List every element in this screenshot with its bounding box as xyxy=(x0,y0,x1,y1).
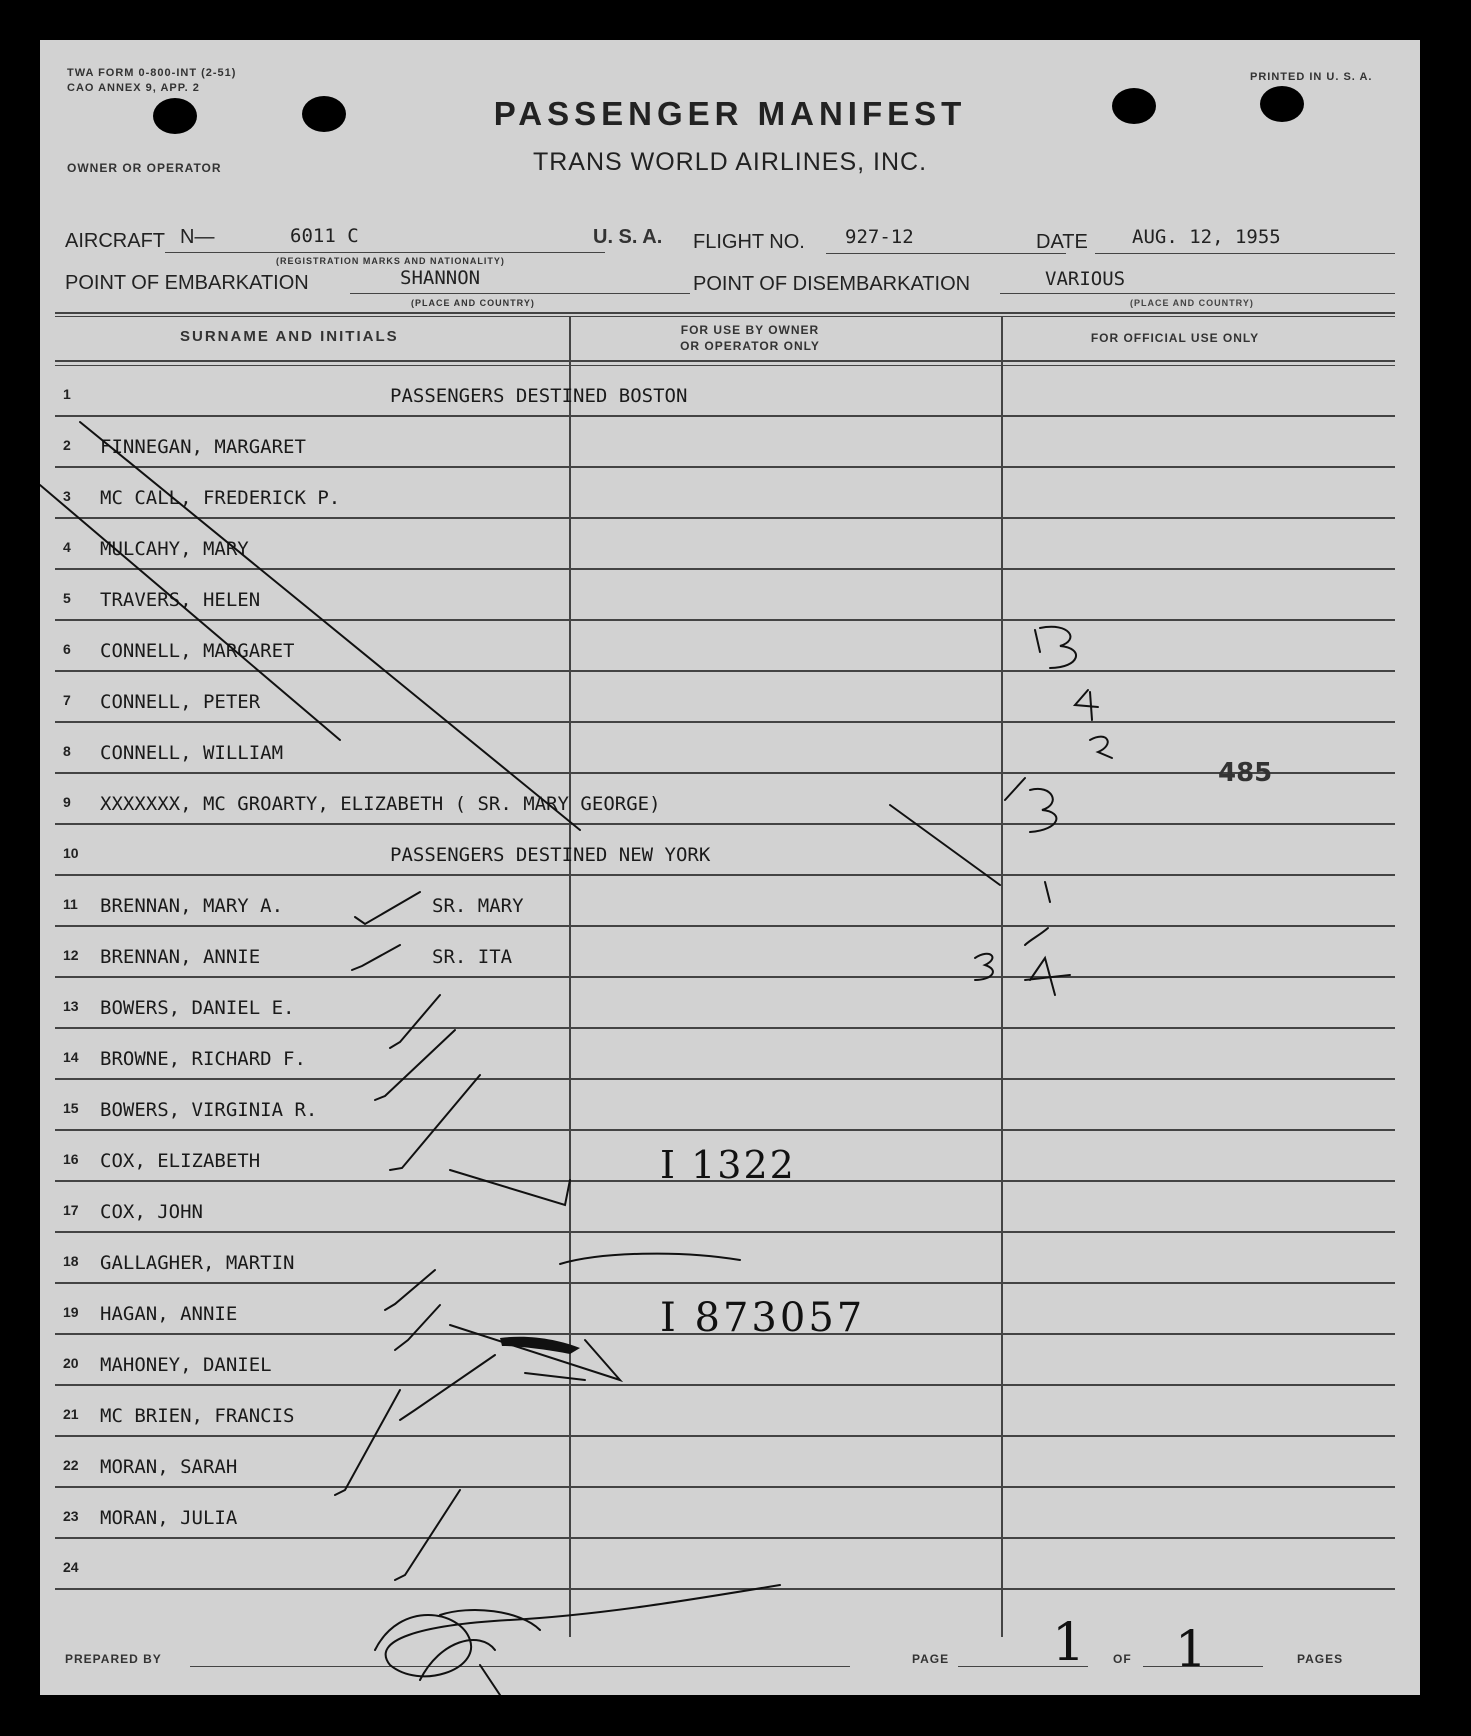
handwritten-note-row16: I 1322 xyxy=(660,1143,796,1187)
section-heading: PASSENGERS DESTINED NEW YORK xyxy=(390,844,711,866)
row-number: 23 xyxy=(63,1508,79,1524)
row-number: 8 xyxy=(63,743,71,759)
owner-label: OWNER OR OPERATOR xyxy=(67,161,222,175)
form-id: TWA FORM 0-800-INT (2-51) xyxy=(67,67,237,79)
row-number: 15 xyxy=(63,1100,79,1116)
nationality: U. S. A. xyxy=(593,226,663,248)
col-header-surname: SURNAME AND INITIALS xyxy=(180,328,399,345)
row-number: 2 xyxy=(63,437,71,453)
date-label: DATE xyxy=(1036,231,1088,253)
row-number: 7 xyxy=(63,692,71,708)
passenger-name: COX, ELIZABETH xyxy=(100,1150,261,1172)
col-header-owner: FOR USE BY OWNER OR OPERATOR ONLY xyxy=(680,323,820,353)
passenger-name: CONNELL, WILLIAM xyxy=(100,742,284,764)
row-number: 4 xyxy=(63,539,71,555)
embarkation-note: (PLACE AND COUNTRY) xyxy=(411,298,535,308)
row-number: 22 xyxy=(63,1457,79,1473)
airline-name: TRANS WORLD AIRLINES, INC. xyxy=(532,148,928,176)
handwritten-note-row19: I 873057 xyxy=(660,1295,866,1341)
passenger-name: TRAVERS, HELEN xyxy=(100,589,261,611)
disembarkation-note: (PLACE AND COUNTRY) xyxy=(1130,298,1254,308)
col-header-official: FOR OFFICIAL USE ONLY xyxy=(1090,331,1260,345)
aircraft-note: (REGISTRATION MARKS AND NATIONALITY) xyxy=(276,256,505,266)
printed-in: PRINTED IN U. S. A. xyxy=(1250,71,1373,83)
row-number: 11 xyxy=(63,896,78,912)
passenger-name: BRENNAN, MARY A. xyxy=(100,895,284,917)
embarkation-value: SHANNON xyxy=(400,267,481,289)
row-number: 17 xyxy=(63,1202,79,1218)
row-number: 16 xyxy=(63,1151,79,1167)
passenger-name: MC BRIEN, FRANCIS xyxy=(100,1405,295,1427)
page-title: PASSENGER MANIFEST xyxy=(493,95,967,132)
row-number: 6 xyxy=(63,641,71,657)
aircraft-label: AIRCRAFT xyxy=(65,230,165,252)
passenger-religious-name: SR. MARY xyxy=(432,895,524,917)
passenger-name: MAHONEY, DANIEL xyxy=(100,1354,272,1376)
passenger-name: BOWERS, DANIEL E. xyxy=(100,997,295,1019)
row-number: 3 xyxy=(63,488,71,504)
flight-label: FLIGHT NO. xyxy=(693,231,805,253)
passenger-name: FINNEGAN, MARGARET xyxy=(100,436,306,458)
row-number: 5 xyxy=(63,590,71,606)
passenger-name: MORAN, SARAH xyxy=(100,1456,238,1478)
embarkation-label: POINT OF EMBARKATION xyxy=(65,272,309,294)
row-number: 13 xyxy=(63,998,79,1014)
passenger-name: MC CALL, FREDERICK P. xyxy=(100,487,341,509)
passenger-name: BROWNE, RICHARD F. xyxy=(100,1048,306,1070)
row-number: 19 xyxy=(63,1304,79,1320)
passenger-name: XXXXXXX, MC GROARTY, ELIZABETH ( SR. MARY GEORGE) xyxy=(100,793,661,815)
row-number: 21 xyxy=(63,1406,79,1422)
passenger-religious-name: SR. ITA xyxy=(432,946,513,968)
passenger-name: BRENNAN, ANNIE xyxy=(100,946,261,968)
handwritten-page-number: 1 xyxy=(1052,1613,1086,1673)
passenger-name: MORAN, JULIA xyxy=(100,1507,238,1529)
row-number: 9 xyxy=(63,794,71,810)
passenger-name: COX, JOHN xyxy=(100,1201,203,1223)
official-stamp-number: 485 xyxy=(1218,758,1273,788)
row-number: 20 xyxy=(63,1355,79,1371)
passenger-name: CONNELL, PETER xyxy=(100,691,261,713)
disembarkation-value: VARIOUS xyxy=(1045,268,1126,290)
flight-value: 927-12 xyxy=(845,226,914,248)
row-number: 12 xyxy=(63,947,79,963)
disembarkation-label: POINT OF DISEMBARKATION xyxy=(693,273,971,295)
row-number: 1 xyxy=(63,386,71,402)
passenger-name: BOWERS, VIRGINIA R. xyxy=(100,1099,318,1121)
passenger-name: CONNELL, MARGARET xyxy=(100,640,295,662)
passenger-name: MULCAHY, MARY xyxy=(100,538,249,560)
row-number: 24 xyxy=(63,1559,79,1575)
pages-label: PAGES xyxy=(1297,1652,1344,1666)
handwriting-marks xyxy=(40,40,1420,1695)
aircraft-value: 6011 C xyxy=(290,225,359,247)
aircraft-prefix: N— xyxy=(180,226,215,248)
prepared-by-label: PREPARED BY xyxy=(65,1652,162,1666)
handwritten-page-total: 1 xyxy=(1175,1620,1207,1678)
manifest-sheet xyxy=(40,40,1420,1695)
of-label: OF xyxy=(1113,1652,1132,1666)
section-heading: PASSENGERS DESTINED BOSTON xyxy=(390,385,688,407)
form-annex: CAO ANNEX 9, APP. 2 xyxy=(67,82,200,94)
row-number: 10 xyxy=(63,845,79,861)
passenger-name: HAGAN, ANNIE xyxy=(100,1303,238,1325)
passenger-name: GALLAGHER, MARTIN xyxy=(100,1252,295,1274)
date-value: AUG. 12, 1955 xyxy=(1132,226,1281,248)
row-number: 14 xyxy=(63,1049,79,1065)
row-number: 18 xyxy=(63,1253,79,1269)
page-label: PAGE xyxy=(912,1652,950,1666)
